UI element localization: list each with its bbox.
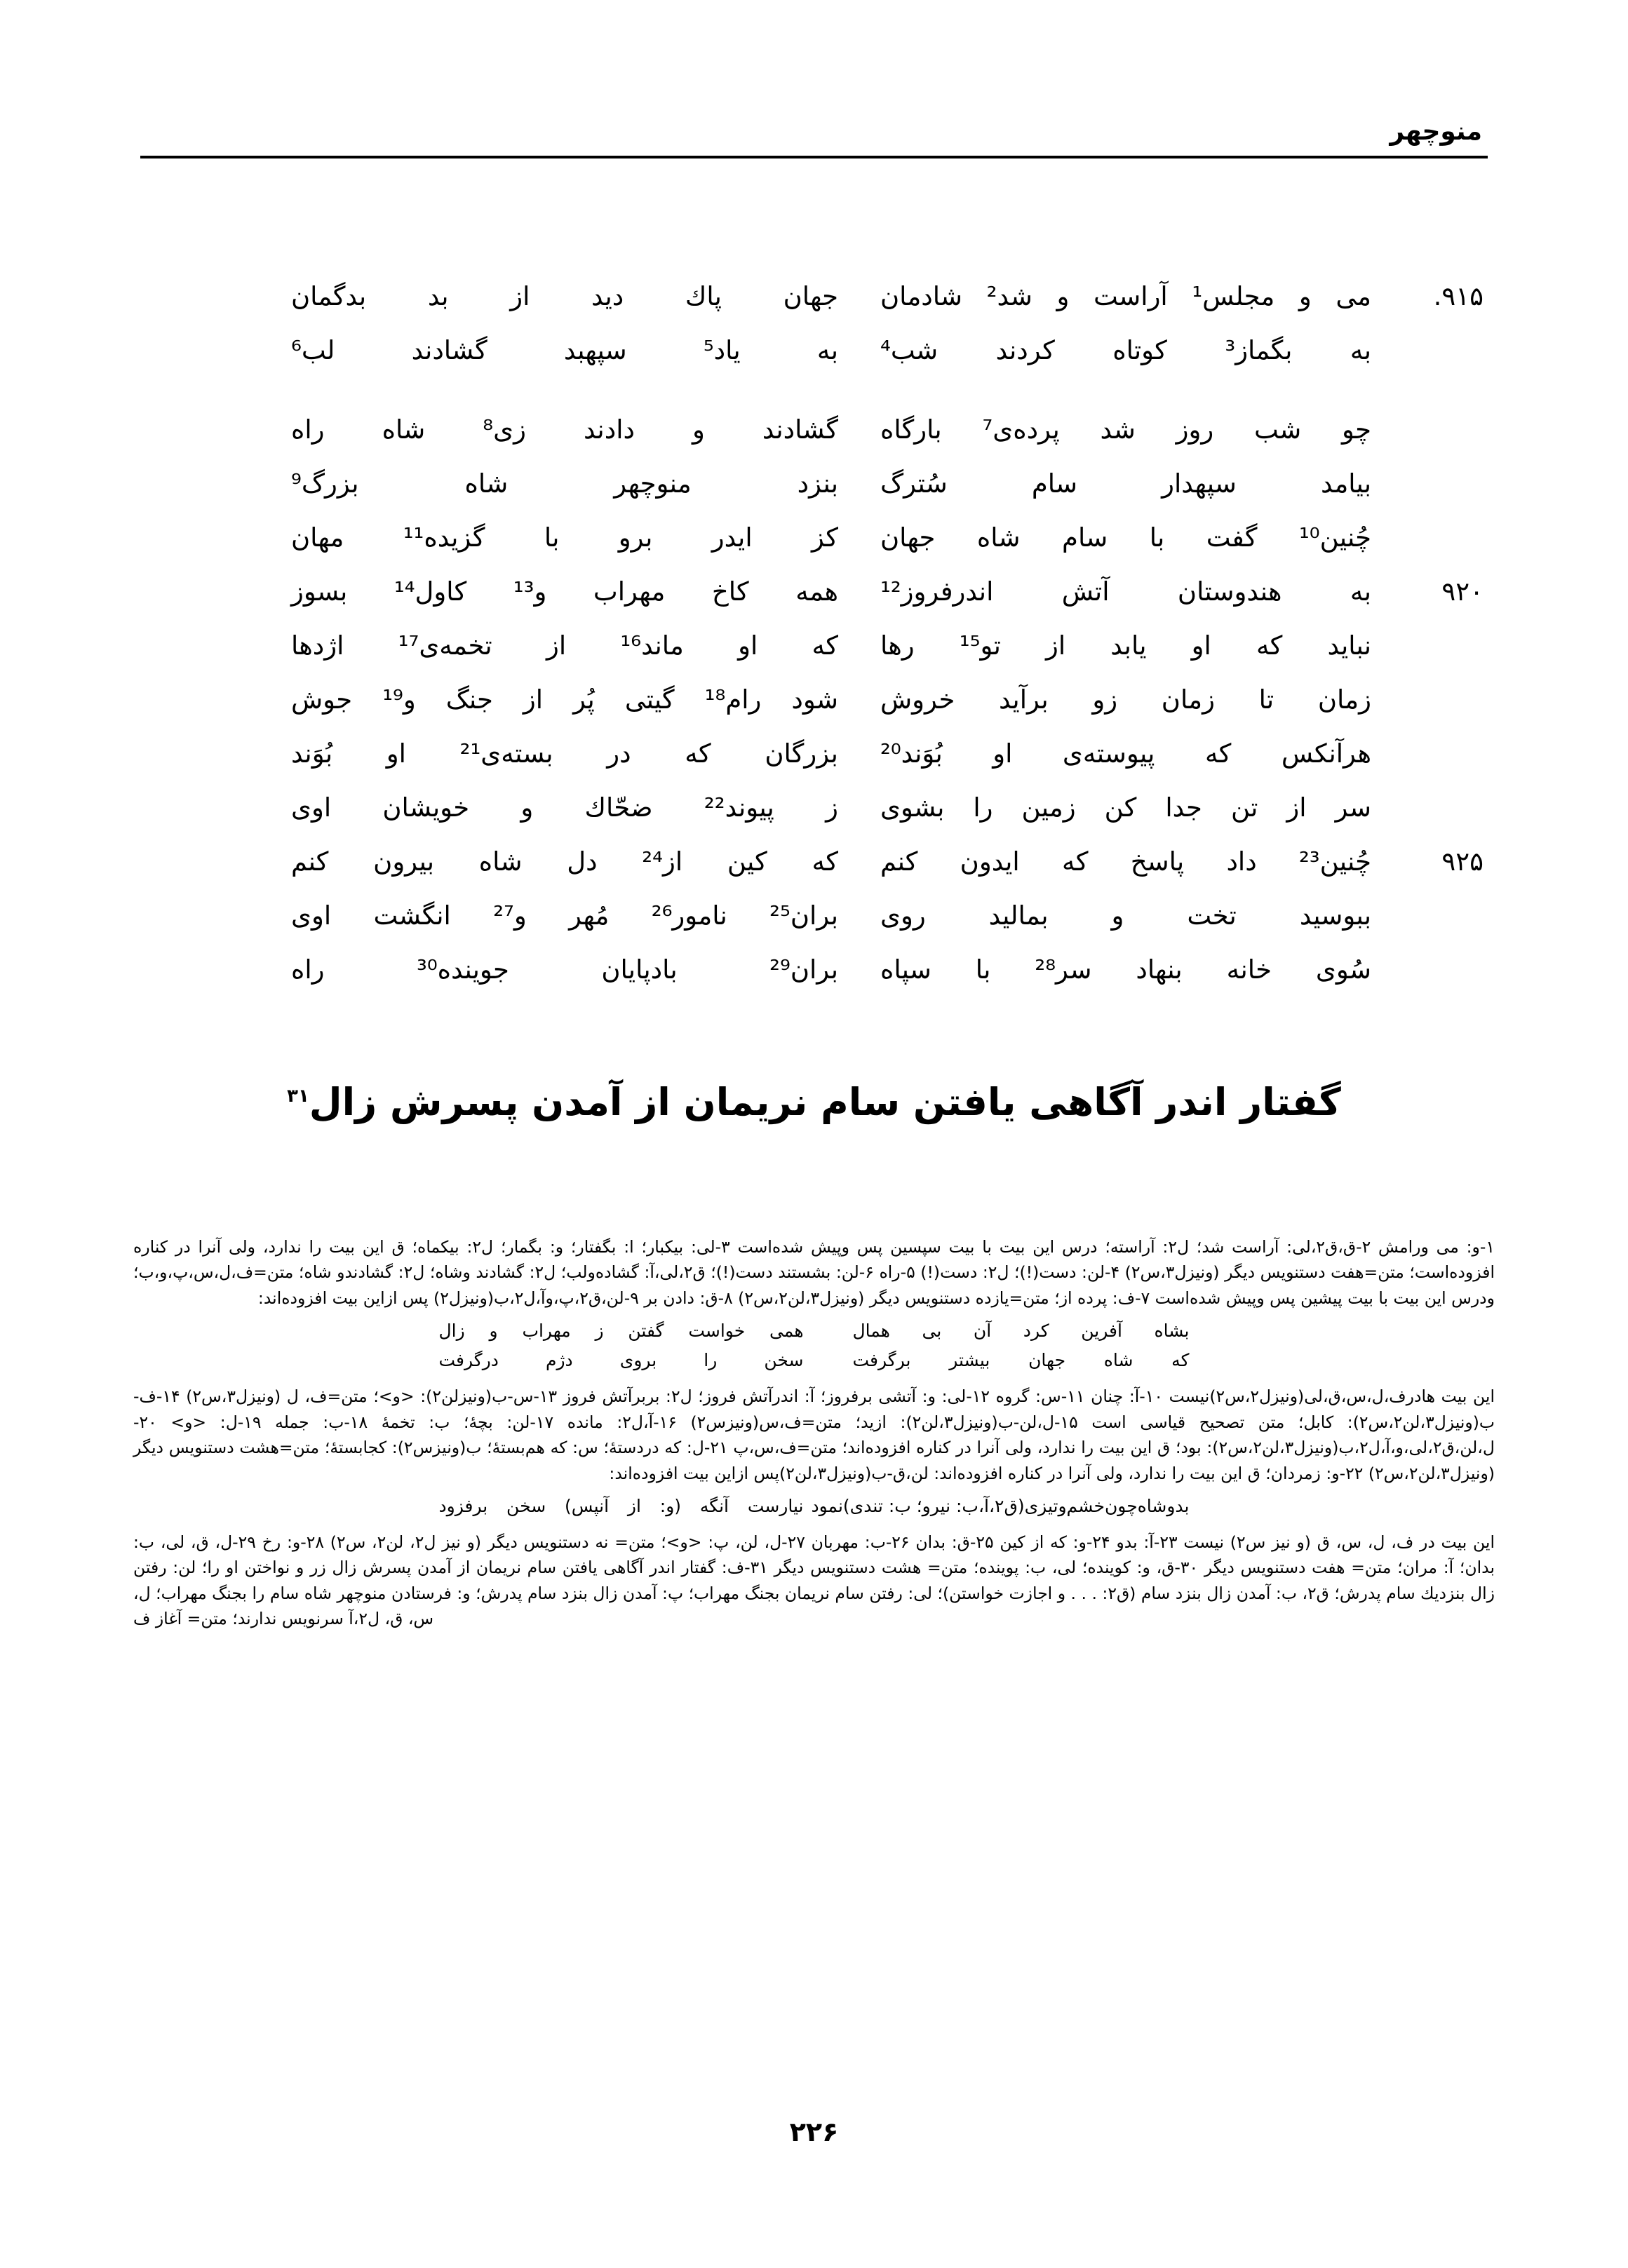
hemistich-second: كه كين از²⁴ دل شاه بيرون كنم: [291, 846, 838, 877]
hemistich-first: به هندوستان آتش اندرفروز¹²: [880, 576, 1371, 607]
hemistich-first: چُنين¹⁰ گفت با سام شاه جهان: [880, 522, 1371, 553]
hemistich-second: همه كاخ مهراب و¹³ كاول¹⁴ بسوز: [291, 576, 838, 607]
verse-number: ۹۲۵: [1441, 846, 1484, 877]
hemistich-first: سُوی خانه بنهاد سر²⁸ با سپاه: [880, 954, 1372, 985]
hemistich-first: ببوسيد تخت و بماليد روی: [880, 900, 1371, 931]
apparatus-hemistich-second: نیارست آنگه (و: از آنپس) سخن برفزود: [438, 1495, 804, 1516]
apparatus-hemistich-second: سخن را بروی دژم درگرفت: [438, 1350, 804, 1371]
verse-row: [140, 522, 1488, 576]
hemistich-second: كز ايدر برو با گزيده¹¹ مهان: [291, 522, 838, 553]
hemistich-first: سر از تن جدا كن زمين را بشوی: [880, 792, 1371, 823]
verse-block: [140, 281, 1488, 1008]
apparatus-paragraph: این بیت هادرف،ل،س،ق،لی(ونیزل۲،س۲)نیست ۱۰-آ: چنان ۱۱-س: گروه ۱۲-لی: و: آتشی برفروز؛ آ: اندرآتش فروز؛ ل۲: بربرآتش فروز ۱۳-س-ب(ونیزلن۲): <و>؛ متن=ف، ل (ونیزل۳،س۲) ۱۴-ف-ب(ونیزل۳،لن۲،س۲): كابل؛ متن تصحیح قیاسی است ۱۵-ل،لن-ب(ونیزل۳،لن۲): ازید؛ متن=ف،س(ونیزس۲) ۱۶-آ،ل۲: مانده ۱۷-لن: بچهٔ؛ ب: تخمهٔ ۱۸-ب: جمله ۱۹-ل: <و> ۲۰-ل،لن،ق۲،لی،و،آ،ل۲،ب(ونیزل۳،لن۲،س۲): بود؛ ق این بیت را ندارد، ولی آنرا در كناره افزوده‌اند؛ متن=ف،س،پ ۲۱-ل: كه دردستهٔ؛ س: كه هم‌بستهٔ؛ ب(ونیزس۲): كجابستهٔ؛ متن=هشت دستنویس دیگر (ونیزل۳،لن۲،س۲) ۲۲-و: زمردان؛ ق این بیت را ندارد، ولی آنرا در كناره افزوده‌اند: لن،ق-ب(ونیزل۳،لن۲)پس ازاین بیت افزوده‌اند:: [133, 1386, 1495, 1483]
hemistich-second: جهان پاك ديد از بد بدگمان: [291, 281, 838, 311]
verse-row: [140, 846, 1488, 900]
apparatus-couplet: [133, 1493, 1495, 1523]
page-number: ۲۲۶: [789, 2117, 839, 2147]
critical-apparatus: [133, 1234, 1495, 1633]
verse-row: [140, 900, 1488, 954]
hemistich-second: بران²⁵ نامور²⁶ مُهر و²⁷ انگشت اوی: [291, 900, 838, 931]
apparatus-hemistich-first: بدوشاه‌چون‌خشم‌وتیزی(ق۲،آ،ب: نیرو؛ ب: تندی)نمود: [811, 1495, 1190, 1516]
hemistich-first: چو شب روز شد پرده‌ی⁷ بارگاه: [880, 414, 1371, 445]
verse-row: [140, 738, 1488, 792]
apparatus-verse-row: [133, 1318, 1495, 1347]
apparatus-hemistich-first: بشاه آفرين كرد آن بی همال: [852, 1321, 1190, 1342]
hemistich-second: ز پيوند²² ضحّاك و خويشان اوی: [291, 792, 839, 823]
verse-row: [140, 414, 1488, 468]
hemistich-first: می و مجلس¹ آراست و شد² شادمان: [880, 281, 1371, 311]
hemistich-first: نبايد كه او يابد از تو¹⁵ رها: [880, 630, 1371, 661]
verse-row: [140, 468, 1488, 522]
header-rule: [140, 156, 1488, 158]
hemistich-second: كه او ماند¹⁶ از تخمه‌ی¹⁷ اژدها: [291, 630, 838, 661]
running-head-area: [140, 118, 1488, 158]
verse-row: [140, 684, 1488, 738]
apparatus-couplet: [133, 1318, 1495, 1377]
verse-number: ۹۲۰: [1441, 576, 1484, 607]
apparatus-verse-row: [133, 1493, 1495, 1523]
hemistich-second: بران²⁹ بادپايان جوينده³⁰ راه: [291, 954, 839, 985]
hemistich-first: چُنين²³ داد پاسخ كه ايدون كنم: [880, 846, 1371, 877]
verse-row: [140, 281, 1488, 335]
apparatus-paragraph: ۱-و: می ورامش ۲-ق،ق۲،لی: آراست شد؛ ل۲: آراسته؛ درس این بیت با بیت سپسین پس وپیش شده‌است ۳-لی: بیكبار؛ ا: بگفتار؛ و: بگمار؛ ل۲: بیكماه؛ ق این بیت را ندارد، ولی آنرا در كناره افزوده‌است؛ متن=هفت دستنویس دیگر (ونیزل۳،س۲) ۴-لن: دست(!)؛ ل۲: دست(!) ۵-راه ۶-لن: بشستند دست(!)؛ ق۲،لی،آ: گشاده‌ولب؛ ل۲: گشادند وشاه؛ ل۲: گشادندو شاه؛ متن=ف،ل،س،پ،و،ب؛ ودرس این بیت با بیت پیشین پس وپیش شده‌است ۷-ف: پرده از؛ متن=یازده دستنویس دیگر (ونیزل۳،لن۲،س۲) ۸-ق: دادن بر ۹-لن،ق۲،پ،وآ،ل۲،ب(ونیزل۲) پس ازاین بیت افزوده‌اند:: [133, 1237, 1495, 1308]
apparatus-hemistich-first: كه شاه جهان بيشتر برگرفت: [852, 1350, 1190, 1371]
apparatus-paragraph: این بیت در ف، ل، س، ق (و نیز س۲) نیست ۲۳-آ: بدو ۲۴-و: كه از كین ۲۵-ق: بدان ۲۶-ب: مهربان ۲۷-ل، لن، پ: <و>؛ متن= نه دستنویس دیگر (و نیز ل۲، لن۲، س۲) ۲۸-و: رخ ۲۹-ل، ق، لی، ب: بدان؛ آ: مران؛ متن= هفت دستنویس دیگر ۳۰-ق، و: كوینده؛ لی، ب: پوینده؛ متن= هشت دستنویس دیگر ۳۱-ف: گفتار اندر آگاهی یافتن سام نریمان از آمدن پسرش زال زر و نواختن او را؛ لن: رفتن زال بنزدیك سام پدرش؛ ق۲، ب: آمدن زال بنزد سام (ق۲: . . . و اجازت خواستن)؛ لی: رفتن سام نریمان بجنگ مهراب؛ پ: آمدن زال بنزد سام پدرش؛ و: فرستادن منوچهر شاه سام را بجنگ مهراب؛ ل، س، ق، ل۲،آ سرنویس ندارند؛ متن= آغاز ف: [133, 1532, 1495, 1629]
apparatus-hemistich-second: همی خواست گفتن ز مهراب و زال: [438, 1321, 804, 1342]
hemistich-second: به ياد⁵ سپهبد گشادند لب⁶: [291, 335, 838, 365]
verse-row: [140, 792, 1488, 846]
running-head: منوچهر: [1390, 117, 1482, 146]
verse-row: [140, 335, 1488, 389]
hemistich-first: به بگماز³ كوتاه كردند شب⁴: [880, 335, 1371, 365]
hemistich-second: گشادند و دادند زی⁸ شاه راه: [291, 414, 838, 445]
hemistich-second: شود رام¹⁸ گيتی پُر از جنگ و¹⁹ جوش: [291, 684, 838, 715]
apparatus-verse-row: [133, 1347, 1495, 1377]
verse-number: ۹۱۵.: [1433, 281, 1484, 311]
hemistich-first: بيامد سپهدار سام سُترگ: [880, 468, 1371, 499]
hemistich-second: بنزد منوچهر شاه بزرگ⁹: [291, 468, 838, 499]
hemistich-first: زمان تا زمان زو برآيد خروش: [880, 684, 1371, 715]
hemistich-first: هرآنكس كه پيوسته‌ی او بُوَند²⁰: [880, 738, 1371, 769]
section-heading-footnote-marker: ۳۱: [287, 1086, 309, 1107]
verse-row: [140, 630, 1488, 684]
section-heading: [140, 1080, 1488, 1126]
section-heading-text: گفتار اندر آگاهی یافتن سام نریمان از آمدن پسرش زال: [309, 1080, 1341, 1124]
verse-row: [140, 954, 1488, 1008]
hemistich-second: بزرگان كه در بسته‌ی²¹ او بُوَند: [291, 738, 838, 769]
verse-row: [140, 576, 1488, 630]
